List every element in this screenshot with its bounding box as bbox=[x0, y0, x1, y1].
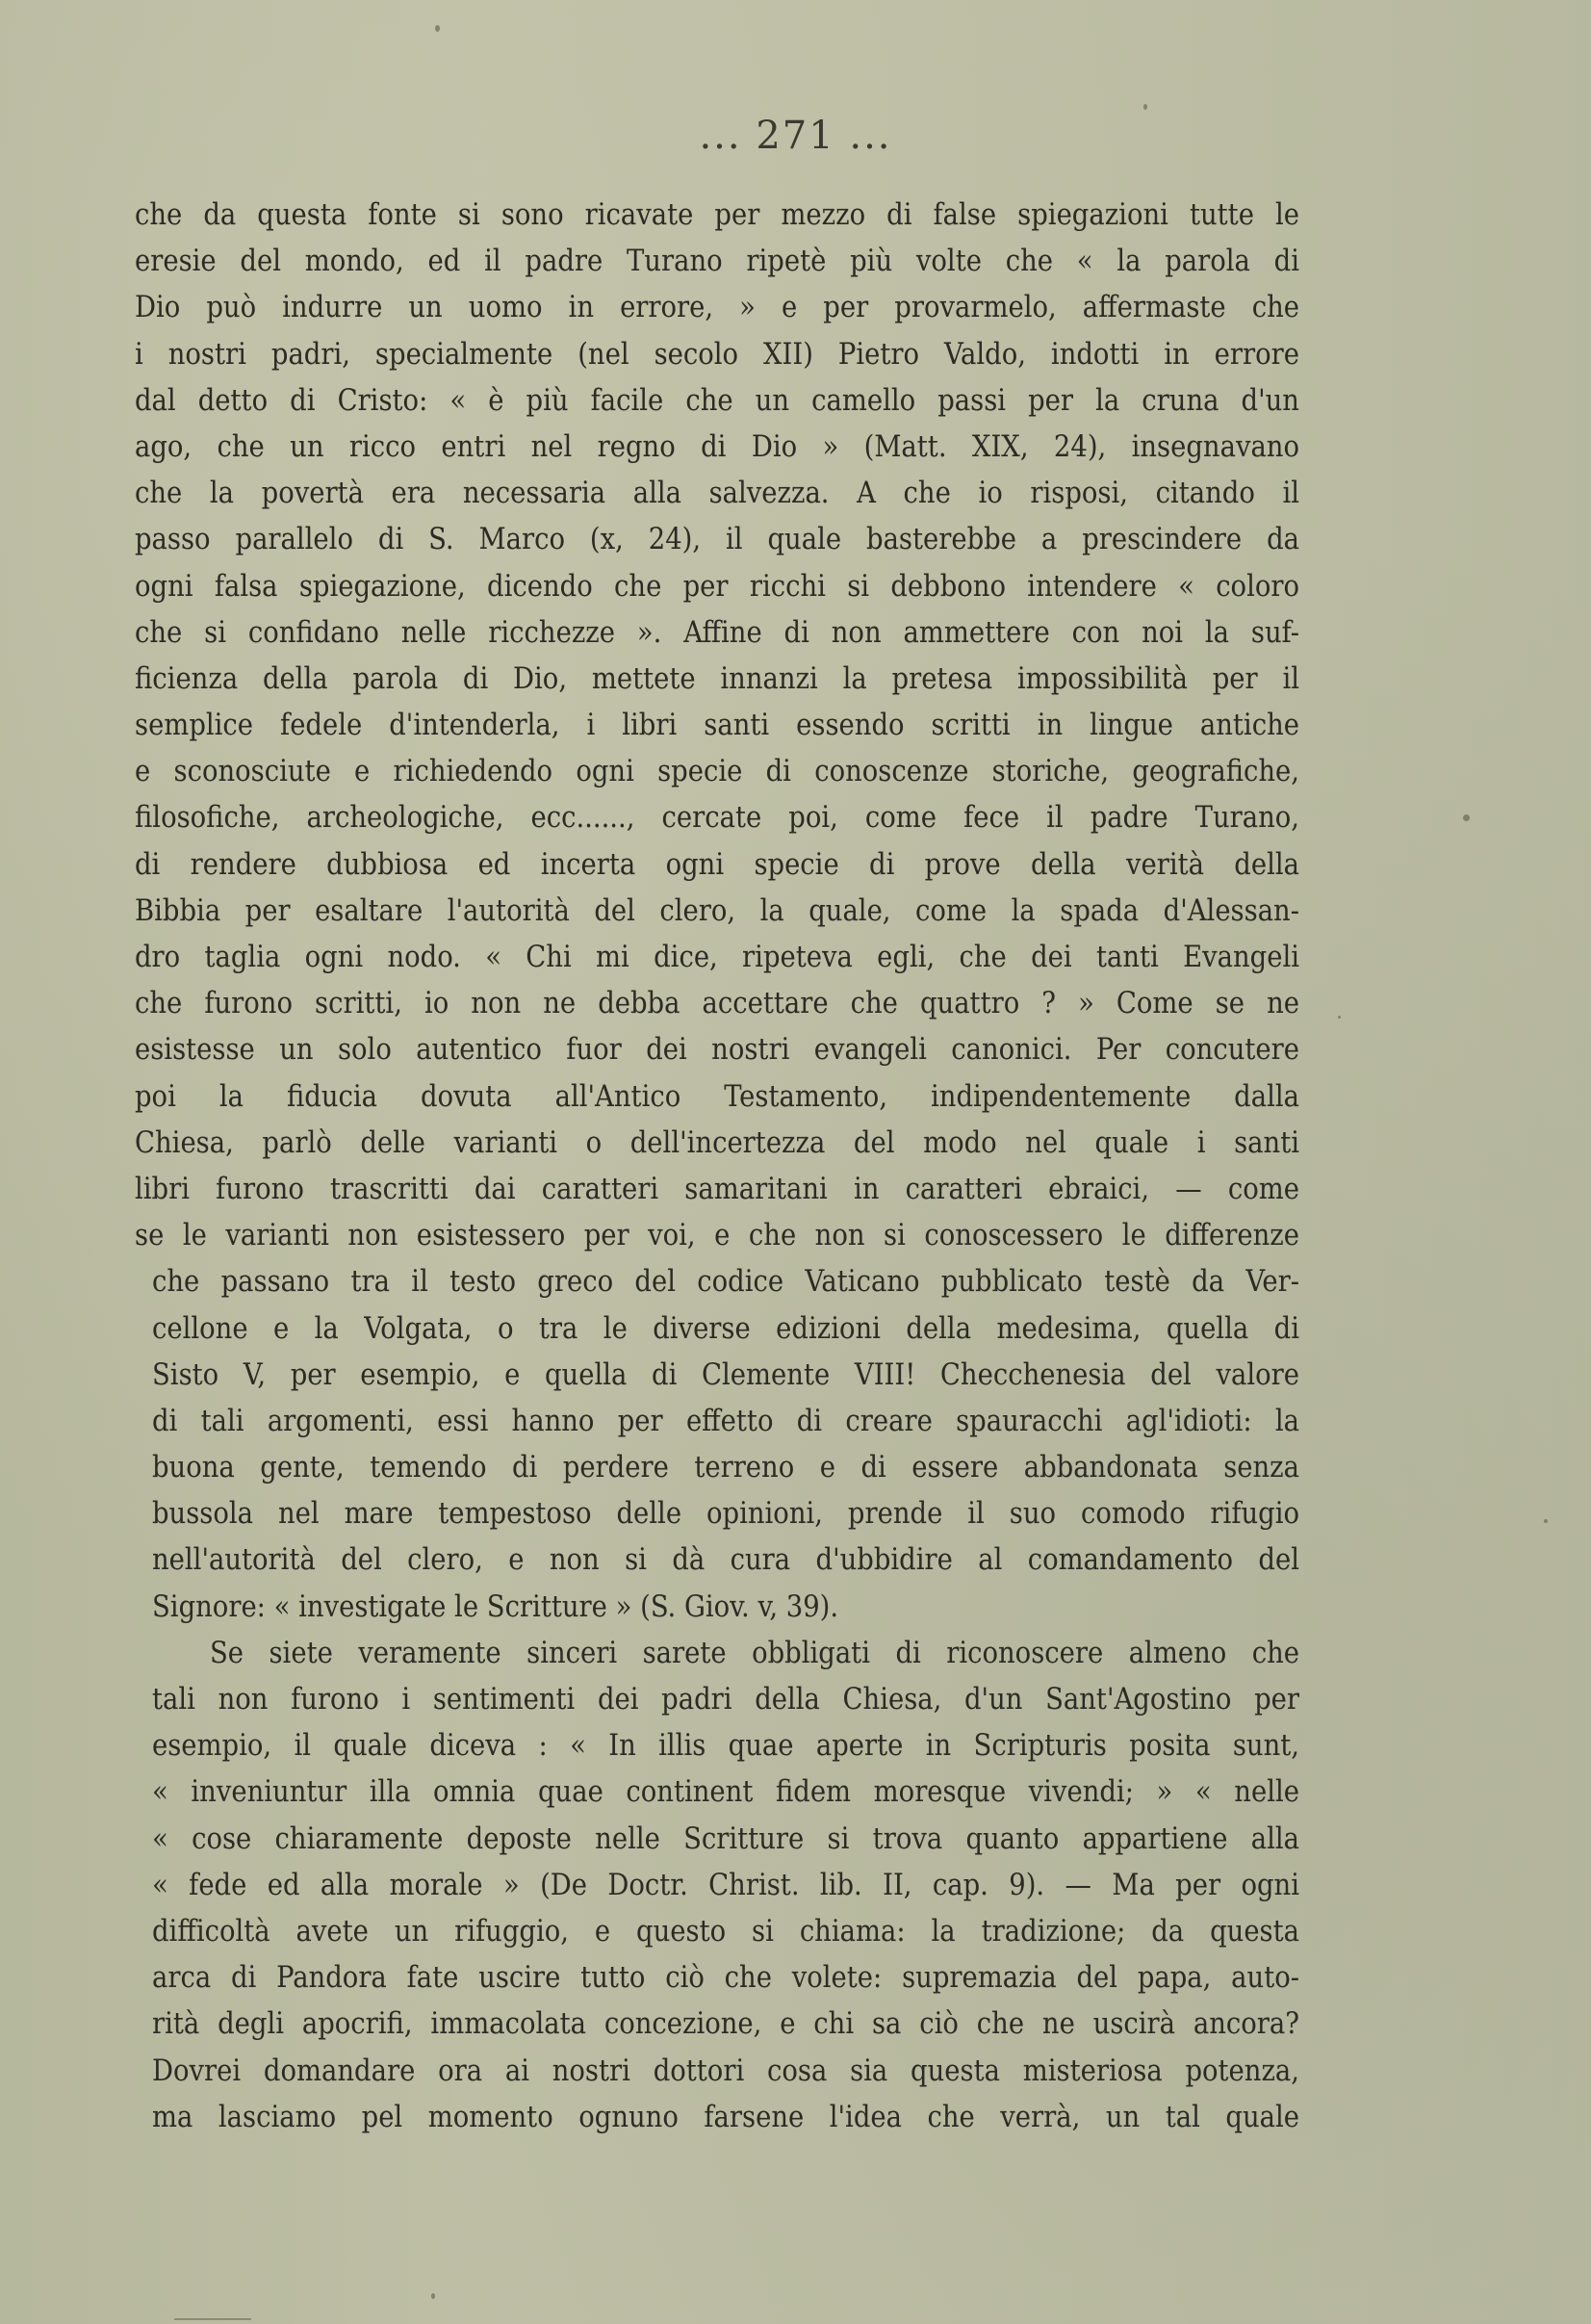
paper-speck bbox=[1463, 814, 1470, 821]
body-text bbox=[135, 193, 1299, 2141]
text-line: e sconosciute e richiedendo ogni specie di conoscenze storiche, geografiche, bbox=[135, 755, 1299, 789]
text-line: di tali argomenti, essi hanno per effetto di creare spauracchi agl'idioti: la bbox=[152, 1404, 1299, 1438]
text-line: i nostri padri, specialmente (nel secolo XII) Pietro Valdo, indotti in errore bbox=[135, 337, 1299, 372]
text-line: libri furono trascritti dai caratteri samaritani in caratteri ebraici, — come bbox=[135, 1172, 1299, 1206]
text-line: Dio può indurre un uomo in errore, » e per provarmelo, affermaste che bbox=[135, 291, 1299, 325]
paper-speck bbox=[1338, 1016, 1341, 1019]
text-line: che da questa fonte si sono ricavate per mezzo di false spiegazioni tutte le bbox=[135, 198, 1299, 232]
paragraph-end-line: Signore: « investigate le Scritture » (S. Giov. v, 39). bbox=[152, 1589, 839, 1624]
text-line: esempio, il quale diceva : « In illis quae aperte in Scripturis posita sunt, bbox=[152, 1729, 1299, 1764]
text-line: « inveniuntur illa omnia quae continent fidem moresque vivendi; » « nelle bbox=[152, 1775, 1299, 1810]
text-line: tali non furono i sentimenti dei padri della Chiesa, d'un Sant'Agostino per bbox=[152, 1683, 1299, 1717]
text-line: cellone e la Volgata, o tra le diverse edizioni della medesima, quella di bbox=[152, 1311, 1299, 1346]
paper-speck bbox=[435, 25, 440, 32]
text-line: Bibbia per esaltare l'autorità del clero, la quale, come la spada d'Alessan- bbox=[135, 893, 1299, 928]
paragraph-start-line: Se siete veramente sinceri sarete obbligati di riconoscere almeno che bbox=[210, 1636, 1299, 1670]
text-line: che la povertà era necessaria alla salvezza. A che io risposi, citando il bbox=[135, 477, 1299, 511]
text-line: bussola nel mare tempestoso delle opinioni, prende il suo comodo rifugio bbox=[152, 1497, 1299, 1532]
text-line: buona gente, temendo di perdere terreno e di essere abbandonata senza bbox=[152, 1451, 1299, 1485]
text-line: passo parallelo di S. Marco (x, 24), il quale basterebbe a prescindere da bbox=[135, 523, 1299, 557]
text-line: « fede ed alla morale » (De Doctr. Christ. lib. II, cap. 9). — Ma per ogni bbox=[152, 1868, 1299, 1902]
text-line: filosofiche, archeologiche, ecc......, cercate poi, come fece il padre Turano, bbox=[135, 801, 1299, 836]
text-line: ficienza della parola di Dio, mettete innanzi la pretesa impossibilità per il bbox=[135, 661, 1299, 696]
text-line: dal detto di Cristo: « è più facile che un camello passi per la cruna d'un bbox=[135, 383, 1299, 418]
text-line: dro taglia ogni nodo. « Chi mi dice, ripeteva egli, che dei tanti Evangeli bbox=[135, 941, 1299, 974]
text-line: esistesse un solo autentico fuor dei nostri evangeli canonici. Per concutere bbox=[135, 1033, 1299, 1068]
paper-speck bbox=[431, 2293, 435, 2299]
text-line: che si confidano nelle ricchezze ». Affine di non ammettere con noi la suf- bbox=[135, 615, 1299, 650]
text-line: difficoltà avete un rifuggio, e questo si chiama: la tradizione; da questa bbox=[152, 1914, 1299, 1949]
text-line: « cose chiaramente deposte nelle Scritture si trova quanto appartiene alla bbox=[152, 1821, 1299, 1856]
text-line: semplice fedele d'intenderla, i libri santi essendo scritti in lingue antiche bbox=[135, 709, 1299, 743]
paper-speck bbox=[1143, 104, 1147, 110]
text-line: Chiesa, parlò delle varianti o dell'incertezza del modo nel quale i santi bbox=[135, 1125, 1299, 1160]
text-line: ogni falsa spiegazione, dicendo che per ricchi si debbono intendere « coloro bbox=[135, 569, 1299, 604]
text-line: che passano tra il testo greco del codice Vaticano pubblicato testè da Ver- bbox=[152, 1265, 1299, 1300]
text-line: se le varianti non esistessero per voi, e che non si conoscessero le differenze bbox=[135, 1219, 1299, 1253]
text-line: poi la fiducia dovuta all'Antico Testamento, indipendentemente dalla bbox=[135, 1079, 1299, 1114]
text-line: che furono scritti, io non ne debba accettare che quattro ? » Come se ne bbox=[135, 987, 1299, 1021]
text-line: rità degli apocrifi, immacolata concezione, e chi sa ciò che ne uscirà ancora? bbox=[152, 2007, 1299, 2042]
page-header: ... 271 ... bbox=[699, 114, 892, 158]
text-line: arca di Pandora fate uscire tutto ciò che volete: supremazia del papa, auto- bbox=[152, 1961, 1299, 1996]
paper-speck bbox=[1544, 1519, 1548, 1523]
text-line: ago, che un ricco entri nel regno di Dio » (Matt. XIX, 24), insegnavano bbox=[135, 429, 1299, 464]
text-line: ma lasciamo pel momento ognuno farsene l'idea che verrà, un tal quale bbox=[152, 2100, 1299, 2134]
text-line: eresie del mondo, ed il padre Turano ripetè più volte che « la parola di bbox=[135, 245, 1299, 279]
footer-mark bbox=[174, 2318, 251, 2320]
text-line: di rendere dubbiosa ed incerta ogni specie di prove della verità della bbox=[135, 847, 1299, 882]
text-line: nell'autorità del clero, e non si dà cura d'ubbidire al comandamento del bbox=[152, 1543, 1299, 1578]
text-line: Dovrei domandare ora ai nostri dottori cosa sia questa misteriosa potenza, bbox=[152, 2053, 1299, 2088]
text-line: Sisto V, per esempio, e quella di Clemente VIII! Checchenesia del valore bbox=[152, 1357, 1299, 1392]
